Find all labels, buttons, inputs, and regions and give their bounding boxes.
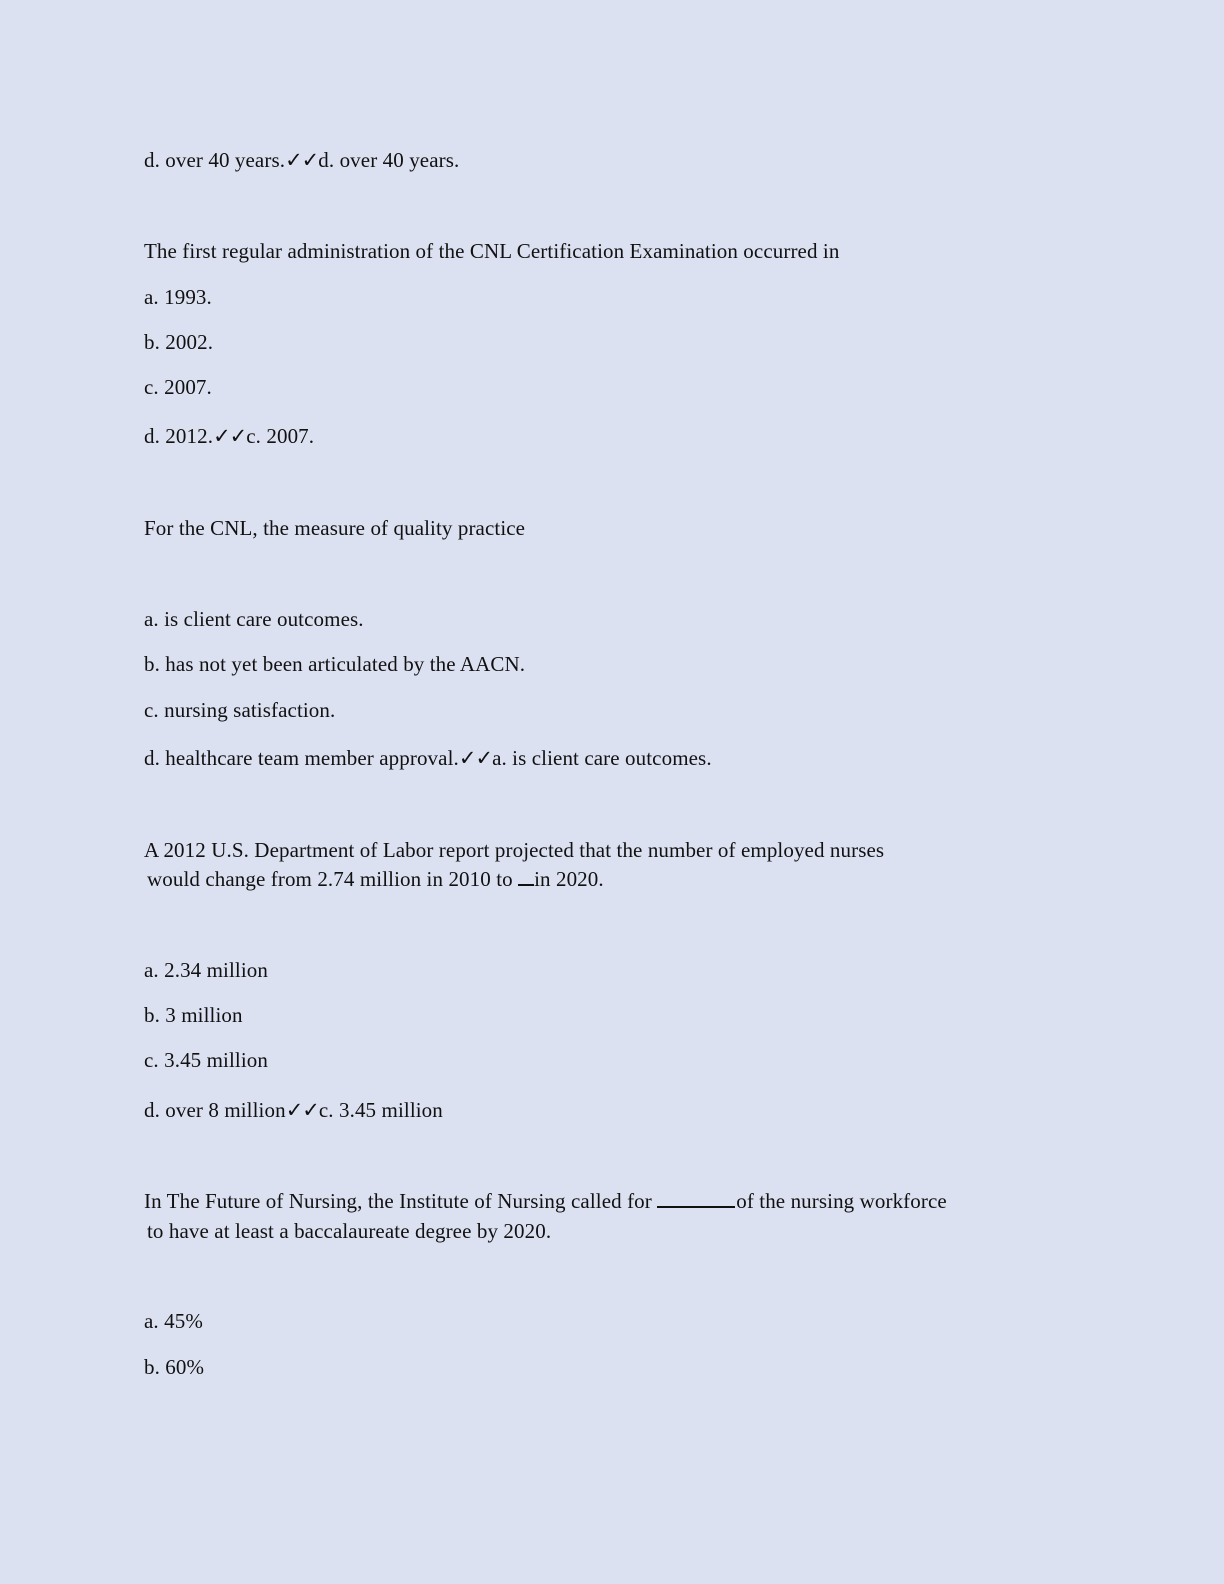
q4-option-b: b. 3 million [144, 1003, 243, 1027]
q5-question-before-blank: In The Future of Nursing, the Institute of Nursing called for [144, 1189, 658, 1213]
q5-question-after-blank: of the nursing workforce [736, 1189, 947, 1213]
q2-option-a: a. 1993. [144, 285, 212, 309]
double-check-icon: ✓✓ [213, 424, 247, 448]
fill-in-blank [657, 1188, 735, 1208]
q4-question-before-blank: would change from 2.74 million in 2010 to [147, 867, 519, 891]
q3-correct-answer: a. is client care outcomes. [492, 746, 712, 770]
q3-answer-line [144, 744, 712, 772]
q3-option-a: a. is client care outcomes. [144, 607, 364, 631]
q2-last-option: d. 2012. [144, 424, 214, 448]
fill-in-blank [518, 866, 534, 886]
q2-correct-answer: c. 2007. [246, 424, 315, 448]
q3-option-b: b. has not yet been articulated by the AACN. [144, 652, 526, 676]
q4-question-after-blank: in 2020. [534, 867, 604, 891]
q2-answer-line [144, 422, 314, 450]
q4-question-line1: A 2012 U.S. Department of Labor report projected that the number of employed nurses [144, 838, 885, 862]
q5-question-line1 [144, 1187, 947, 1215]
q3-last-option: d. healthcare team member approval. [144, 746, 459, 770]
q4-correct-answer: c. 3.45 million [318, 1098, 443, 1122]
double-check-icon: ✓✓ [285, 1098, 319, 1122]
q5-question-line2: to have at least a baccalaureate degree by 2020. [147, 1219, 552, 1243]
double-check-icon: ✓✓ [458, 746, 493, 770]
q4-last-option: d. over 8 million [144, 1098, 286, 1122]
q3-option-c: c. nursing satisfaction. [144, 698, 336, 722]
q5-option-a: a. 45% [144, 1309, 203, 1333]
q4-option-a: a. 2.34 million [144, 958, 268, 982]
q3-question: For the CNL, the measure of quality practice [144, 516, 526, 540]
q4-question-line2 [147, 865, 604, 893]
q2-option-c: c. 2007. [144, 375, 212, 399]
q1-answer-line [144, 146, 459, 174]
q4-option-c: c. 3.45 million [144, 1048, 268, 1072]
q2-question: The first regular administration of the CNL Certification Examination occurred in [144, 239, 840, 263]
q2-option-b: b. 2002. [144, 330, 214, 354]
q4-answer-line [144, 1096, 443, 1124]
q1-correct-answer: d. over 40 years. [318, 148, 460, 172]
double-check-icon: ✓✓ [285, 148, 319, 172]
q5-option-b: b. 60% [144, 1355, 205, 1379]
q1-last-option: d. over 40 years. [144, 148, 286, 172]
